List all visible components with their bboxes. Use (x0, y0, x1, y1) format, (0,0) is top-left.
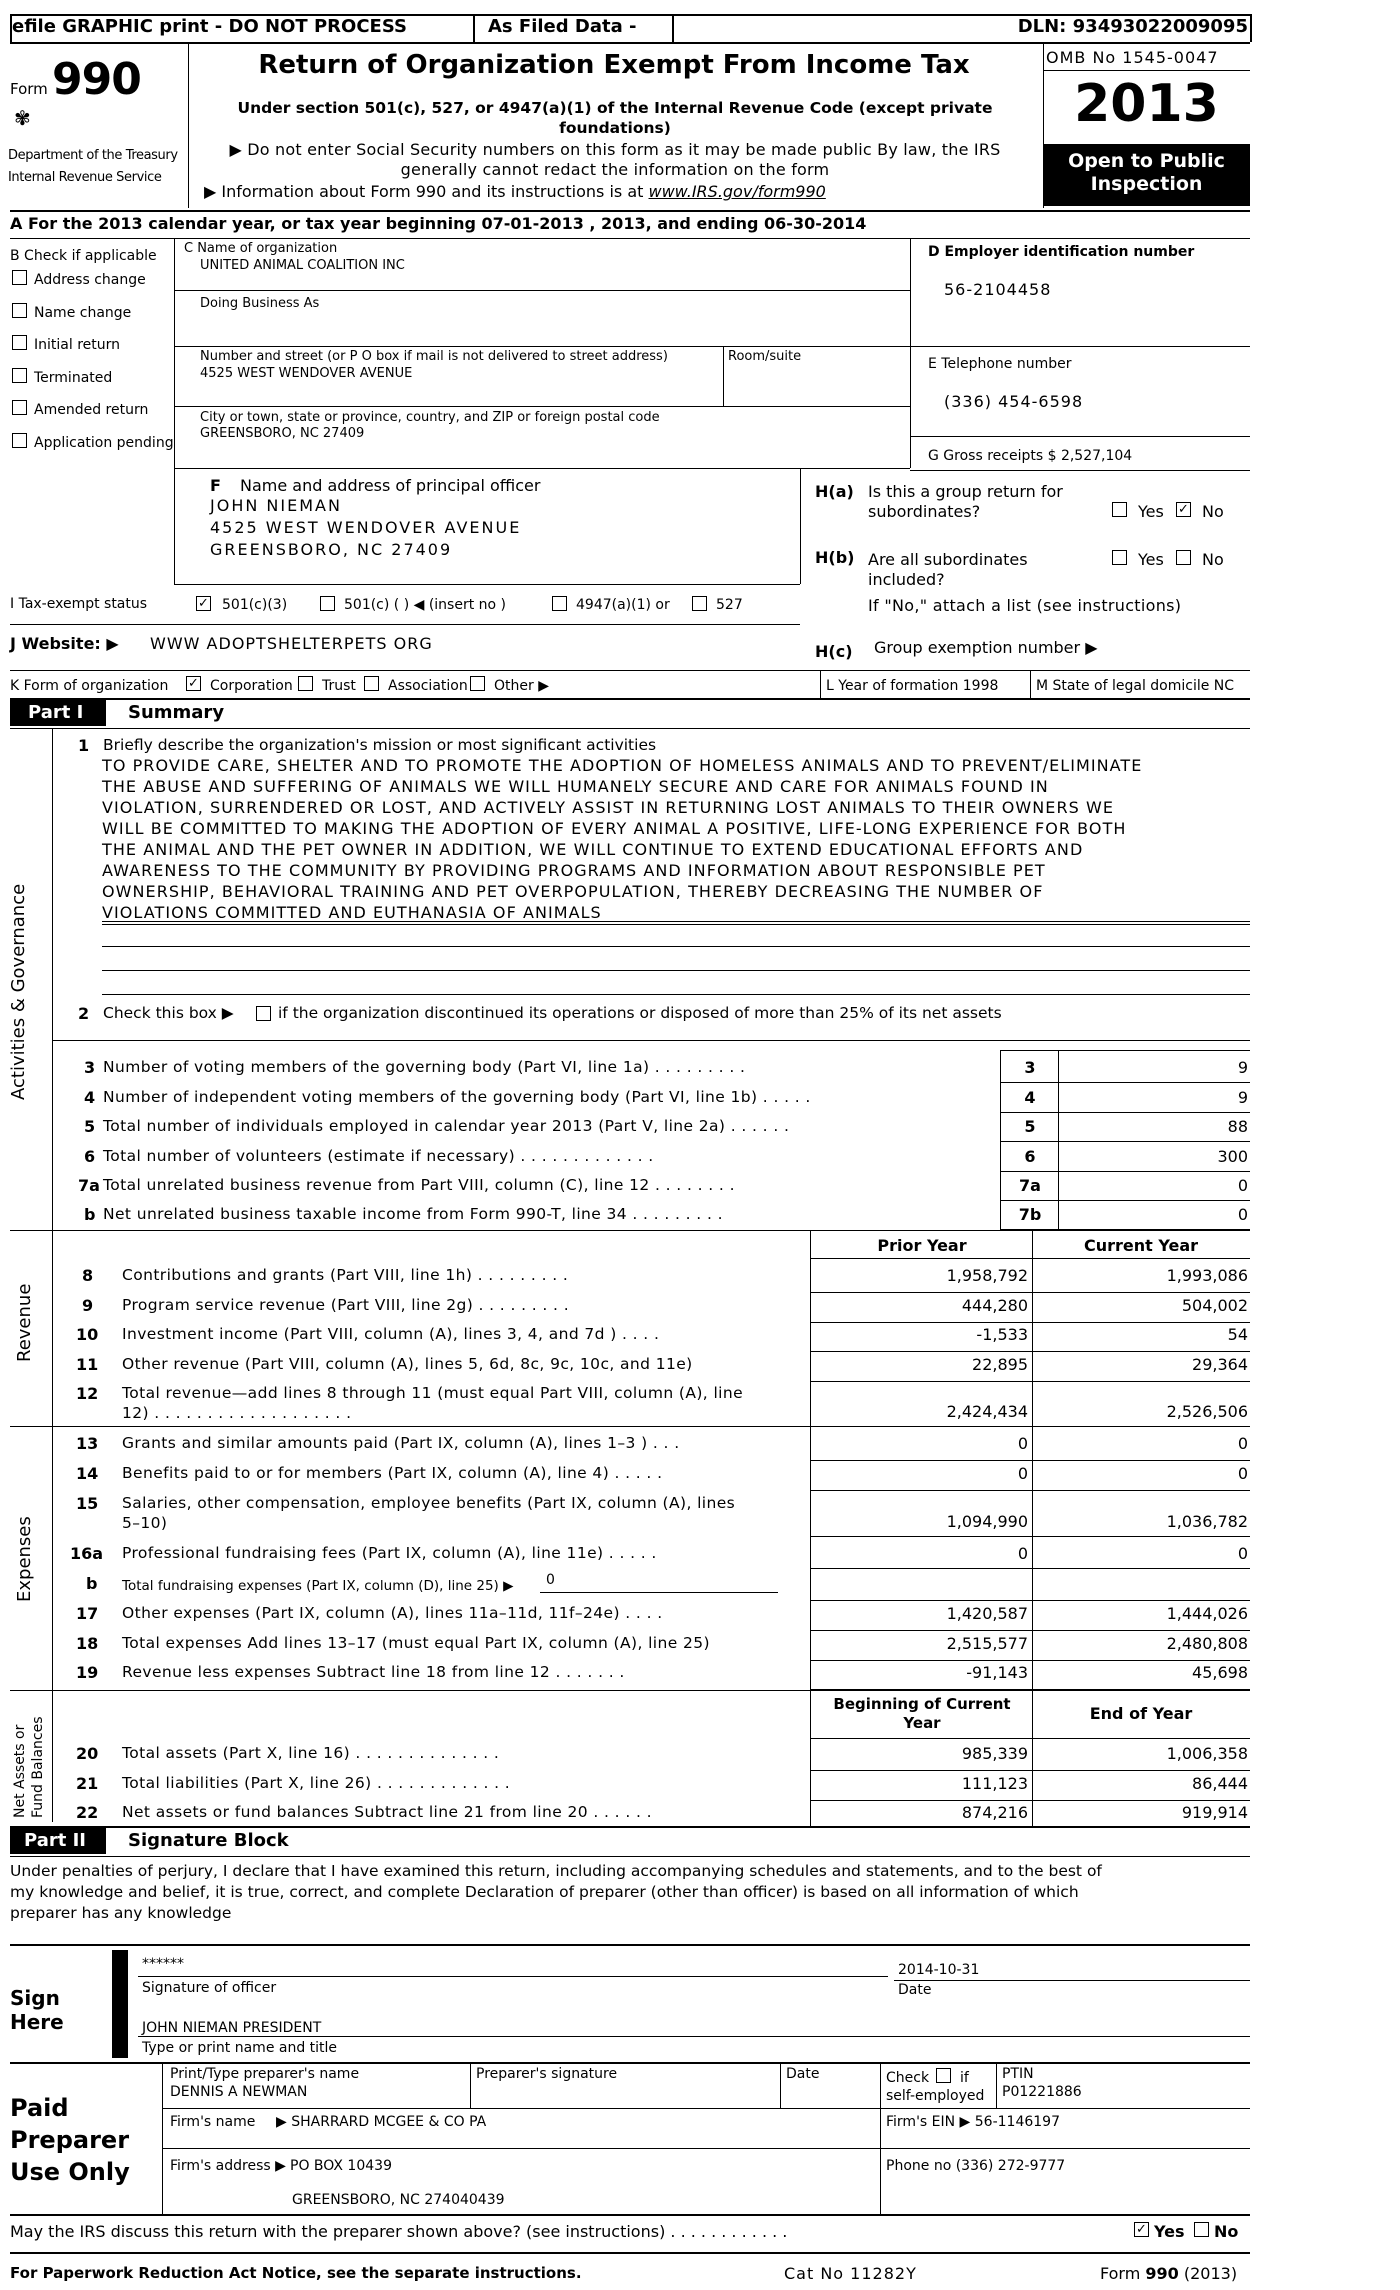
salaries-label-a: Salaries, other compensation, employee benefits (Part IX, column (A), lines (122, 1494, 736, 1512)
fin-line-number: 13 (76, 1434, 99, 1453)
penalty-statement-line: my knowledge and belief, it is true, correct, and complete Declaration of preparer (other than officer) is based on all information of which (10, 1883, 1079, 1901)
info-line: ▶ Information about Form 990 and its instructions is at www.IRS.gov/form990 (204, 182, 826, 201)
org-form-label: K Form of organization (10, 678, 169, 694)
gov-line-number: 7a (78, 1176, 100, 1195)
part-ii-title: Signature Block (128, 1830, 289, 1851)
paid-label: Paid (10, 2094, 69, 2122)
check-if-applicable-title: B Check if applicable (10, 248, 157, 264)
status-501c3-checkbox[interactable]: ✓ (196, 596, 211, 611)
preparer-signature-label[interactable]: Preparer's signature (476, 2066, 618, 2082)
fin-line-number: 22 (76, 1803, 99, 1822)
officer-name-title: JOHN NIEMAN PRESIDENT (142, 2020, 322, 2036)
form-title: Return of Organization Exempt From Income Tax (258, 50, 970, 80)
telephone-label: E Telephone number (928, 356, 1072, 372)
gov-line-label: Number of voting members of the governing body (Part VI, line 1a) . . . . . . . . . (103, 1058, 746, 1076)
ha-label: H(a) (815, 482, 854, 501)
fin-prior-year-value: -91,143 (966, 1663, 1028, 1682)
mission-line: VIOLATIONS COMMITTED AND EUTHANASIA OF ANIMALS (102, 903, 602, 922)
total-revenue-label-b: 12) . . . . . . . . . . . . . . . . . . . (122, 1404, 352, 1422)
firm-address-label: Firm's address ▶ (170, 2158, 286, 2174)
total-fundraising-value: 0 (546, 1572, 555, 1588)
line-2-checkbox[interactable] (256, 1006, 271, 1021)
irs-label: Internal Revenue Service (8, 170, 162, 185)
check-b-checkbox[interactable] (12, 368, 27, 383)
gov-line-label: Total number of volunteers (estimate if necessary) . . . . . . . . . . . . . (103, 1147, 654, 1165)
fin-line-label: Program service revenue (Part VIII, line 2g) . . . . . . . . . (122, 1296, 570, 1314)
gov-line-label: Number of independent voting members of the governing body (Part VI, line 1b) . . . . . (103, 1088, 811, 1106)
side-label-activities: Activities & Governance (8, 883, 29, 1100)
mission-line: AWARENESS TO THE COMMUNITY BY PROVIDING PROGRAMS AND INFORMATION ABOUT RESPONSIBLE PET (102, 861, 1046, 880)
header-strip (10, 14, 1250, 42)
fin-line-label: Revenue less expenses Subtract line 18 from line 12 . . . . . . . (122, 1663, 625, 1681)
salaries-prior: 1,094,990 (946, 1512, 1028, 1531)
gov-line-number: 6 (84, 1147, 96, 1166)
gov-line-label: Net unrelated business taxable income from Form 990-T, line 34 . . . . . . . . . (103, 1205, 723, 1223)
total-fundraising-label: Total fundraising expenses (Part IX, column (D), line 25) ▶ (122, 1578, 514, 1594)
self-employed-checkbox[interactable] (936, 2068, 951, 2083)
hb-no-checkbox[interactable] (1176, 550, 1191, 565)
discuss-no-checkbox[interactable] (1194, 2222, 1209, 2237)
ha-no-label: No (1202, 502, 1224, 521)
officer-f-letter: F (210, 476, 221, 495)
gov-line-number: 5 (84, 1117, 96, 1136)
year-of-formation: L Year of formation 1998 (826, 678, 999, 694)
gov-line-box: 7b (1018, 1205, 1042, 1224)
signature-of-officer-label[interactable]: Signature of officer (142, 1980, 277, 1996)
hb-label: H(b) (815, 548, 855, 567)
fin-line-label: Other expenses (Part IX, column (A), lines 11a–11d, 11f–24e) . . . . (122, 1604, 663, 1622)
firm-name-label: Firm's name (170, 2114, 256, 2130)
col-beginning-year-2: Year (903, 1714, 941, 1732)
preparer-date-label: Date (786, 2066, 820, 2082)
discuss-question: May the IRS discuss this return with the preparer shown above? (see instructions) . . . . . . . . . . . . (10, 2222, 788, 2241)
footer-paperwork-notice: For Paperwork Reduction Act Notice, see the separate instructions. (10, 2264, 582, 2282)
officer-street: 4525 WEST WENDOVER AVENUE (210, 518, 522, 537)
fin-prior-year-value: 985,339 (961, 1744, 1028, 1763)
fin-line-label: Total expenses Add lines 13–17 (must equal Part IX, column (A), line 25) (122, 1634, 710, 1652)
gov-line-number: 4 (84, 1088, 96, 1107)
trust-label: Trust (322, 678, 356, 694)
fin-line-number: 11 (76, 1355, 99, 1374)
fin-current-year-value: 0 (1237, 1464, 1248, 1483)
ha-text2: subordinates? (868, 502, 981, 521)
eagle-icon: ✾ (14, 106, 31, 130)
fin-prior-year-value: -1,533 (976, 1325, 1028, 1344)
corporation-checkbox[interactable]: ✓ (186, 676, 201, 691)
fin-prior-year-value: 22,895 (972, 1355, 1028, 1374)
check-b-label: Amended return (34, 402, 149, 418)
hb-note: If "No," attach a list (see instructions) (868, 596, 1182, 615)
fin-prior-year-value: 111,123 (961, 1774, 1028, 1793)
check-b-label: Name change (34, 304, 132, 321)
side-label-net-assets-b: Fund Balances (30, 1716, 46, 1818)
fin-line-number: 17 (76, 1604, 99, 1623)
fin-line-number: 8 (82, 1266, 94, 1285)
line-a-tax-year: A For the 2013 calendar year, or tax year beginning 07-01-2013 , 2013, and ending 06-30-2014 (10, 214, 867, 233)
tax-year: 2013 (1074, 74, 1219, 134)
gov-line-box: 3 (1024, 1058, 1036, 1077)
penalty-statement-line: Under penalties of perjury, I declare that I have examined this return, including accompanying schedules and statements, and to the best of (10, 1862, 1102, 1880)
check-b-label: Address change (34, 272, 146, 288)
dba-label: Doing Business As (200, 296, 320, 311)
fin-line-number: 15 (76, 1494, 99, 1513)
type-name-title-label: Type or print name and title (142, 2040, 338, 2056)
part-ii-tag: Part II (10, 1828, 106, 1854)
fin-line-label: Benefits paid to or for members (Part IX, column (A), line 4) . . . . . (122, 1464, 663, 1482)
fin-line-label: Other revenue (Part VIII, column (A), lines 5, 6d, 8c, 9c, 10c, and 11e) (122, 1355, 693, 1373)
fin-line-label: Investment income (Part VIII, column (A), lines 3, 4, and 7d ) . . . . (122, 1325, 660, 1343)
gov-line-box: 5 (1024, 1117, 1036, 1136)
discuss-yes-checkbox[interactable]: ✓ (1134, 2222, 1149, 2237)
hb-no-label: No (1202, 550, 1224, 569)
discuss-yes-label: Yes (1154, 2222, 1185, 2241)
part-i-tag: Part I (10, 700, 106, 726)
as-filed-label: As Filed Data - (488, 16, 637, 37)
part-i-title: Summary (128, 702, 225, 723)
check-b-label: Application pending (34, 434, 174, 451)
firm-phone: Phone no (336) 272-9777 (886, 2158, 1066, 2174)
ha-yes-checkbox[interactable] (1112, 502, 1127, 517)
gov-line-value: 300 (1217, 1147, 1248, 1166)
dept-label: Department of the Treasury (8, 148, 178, 163)
fin-line-number: 19 (76, 1663, 99, 1682)
col-current-year: Current Year (1083, 1236, 1199, 1255)
check-b-checkbox[interactable] (12, 335, 27, 350)
mission-line: OWNERSHIP, BEHAVIORAL TRAINING AND PET OVERPOPULATION, THEREBY DECREASING THE NUMBER OF (102, 882, 1044, 901)
check-b-checkbox[interactable] (12, 400, 27, 415)
status-501c-checkbox[interactable] (320, 596, 335, 611)
hc-text: Group exemption number ▶ (874, 638, 1098, 657)
line-2-label-a: Check this box ▶ (103, 1004, 234, 1022)
col-end-of-year: End of Year (1089, 1704, 1193, 1723)
use-only-label: Use Only (10, 2158, 130, 2186)
status-4947-label: 4947(a)(1) or (576, 597, 670, 613)
fin-current-year-value: 504,002 (1181, 1296, 1248, 1315)
sign-here-arrow (112, 1950, 128, 2058)
fin-current-year-value: 86,444 (1192, 1774, 1248, 1793)
check-b-checkbox[interactable] (12, 433, 27, 448)
fin-current-year-value: 45,698 (1192, 1663, 1248, 1682)
gov-line-value: 0 (1237, 1176, 1248, 1195)
fin-line-number: 12 (76, 1384, 99, 1403)
street-address: 4525 WEST WENDOVER AVENUE (200, 366, 413, 381)
fin-current-year-value: 919,914 (1181, 1803, 1248, 1822)
col-prior-year: Prior Year (877, 1236, 967, 1255)
fin-prior-year-value: 2,515,577 (946, 1634, 1028, 1653)
city-address: GREENSBORO, NC 27409 (200, 426, 365, 441)
ptin-label: PTIN (1002, 2066, 1034, 2082)
ssn-notice: ▶ Do not enter Social Security numbers on this form as it may be made public By law, the IRS generally cannot redact the information on the form (229, 140, 1001, 179)
open-to-public-badge: Open to Public Inspection (1043, 144, 1250, 206)
side-label-expenses: Expenses (14, 1516, 35, 1602)
fin-prior-year-value: 0 (1017, 1434, 1028, 1453)
fin-line-number: 9 (82, 1296, 94, 1315)
footer-cat-number: Cat No 11282Y (784, 2264, 917, 2283)
firm-address-1: PO BOX 10439 (290, 2158, 392, 2174)
check-b-checkbox[interactable] (12, 303, 27, 318)
ha-yes-label: Yes (1138, 502, 1164, 521)
efile-label: efile GRAPHIC print - DO NOT PROCESS (12, 16, 407, 37)
gov-line-label: Total number of individuals employed in calendar year 2013 (Part V, line 2a) . . . . . . (103, 1117, 790, 1135)
ptin-value: P01221886 (1002, 2084, 1082, 2100)
side-label-revenue: Revenue (14, 1283, 35, 1362)
fin-current-year-value: 1,444,026 (1166, 1604, 1248, 1623)
fin-line-number: 14 (76, 1464, 99, 1483)
check-b-label: Initial return (34, 337, 120, 353)
officer-label: Name and address of principal officer (240, 476, 541, 495)
side-label-net-assets-a: Net Assets or (12, 1724, 28, 1818)
if-label: if (960, 2070, 969, 2086)
fin-prior-year-value: 874,216 (961, 1803, 1028, 1822)
sign-label: Sign (10, 1986, 60, 2010)
salaries-label-b: 5–10) (122, 1514, 168, 1532)
irs-form990-link[interactable]: www.IRS.gov/form990 (648, 182, 826, 201)
check-b-checkbox[interactable] (12, 270, 27, 285)
fundraising-fees-current: 0 (1237, 1544, 1248, 1563)
line-1-label: Briefly describe the organization's mission or most significant activities (103, 736, 657, 754)
signature-stars: ****** (142, 1956, 184, 1972)
fin-current-year-value: 1,993,086 (1166, 1266, 1248, 1285)
gov-line-label: Total unrelated business revenue from Part VIII, column (C), line 12 . . . . . . . . (103, 1176, 735, 1194)
status-527-label: 527 (716, 597, 743, 613)
fin-line-label: Contributions and grants (Part VIII, line 1h) . . . . . . . . . (122, 1266, 569, 1284)
hb-yes-label: Yes (1138, 550, 1164, 569)
fin-line-label: Net assets or fund balances Subtract line 21 from line 20 . . . . . . (122, 1803, 652, 1821)
fundraising-fees-label: Professional fundraising fees (Part IX, column (A), line 11e) . . . . . (122, 1544, 657, 1562)
penalty-statement-line: preparer has any knowledge (10, 1904, 232, 1922)
here-label: Here (10, 2010, 64, 2034)
website-label: J Website: ▶ (10, 634, 119, 653)
signature-date-label: Date (898, 1982, 932, 1998)
fin-current-year-value: 0 (1237, 1434, 1248, 1453)
mission-line: THE ANIMAL AND THE PET OWNER IN ADDITION, WE WILL CONTINUE TO EXTEND EDUCATIONAL EFFORTS AND (102, 840, 1084, 859)
other-checkbox[interactable] (470, 676, 485, 691)
firm-name: ▶ SHARRARD MCGEE & CO PA (276, 2114, 487, 2130)
ein-label: D Employer identification number (928, 244, 1195, 260)
officer-name: JOHN NIEMAN (210, 496, 342, 515)
association-checkbox[interactable] (364, 676, 379, 691)
form-number: 990 (52, 54, 141, 105)
fin-line-number: 18 (76, 1634, 99, 1653)
association-label: Association (388, 678, 468, 694)
fin-current-year-value: 2,480,808 (1166, 1634, 1248, 1653)
signature-date: 2014-10-31 (898, 1962, 980, 1978)
tax-exempt-status-label: I Tax-exempt status (10, 596, 148, 612)
fin-prior-year-value: 1,958,792 (946, 1266, 1028, 1285)
state-of-domicile: M State of legal domicile NC (1036, 678, 1235, 694)
hb-yes-checkbox[interactable] (1112, 550, 1127, 565)
gov-line-number: 3 (84, 1058, 96, 1077)
dln-label: DLN: 93493022009095 (1017, 16, 1248, 37)
gov-line-box: 4 (1024, 1088, 1036, 1107)
website-value[interactable]: WWW ADOPTSHELTERPETS ORG (150, 634, 433, 653)
org-name: UNITED ANIMAL COALITION INC (200, 258, 405, 273)
fin-line-number: b (86, 1574, 98, 1593)
other-label: Other ▶ (494, 678, 549, 694)
form-subtitle: Under section 501(c), 527, or 4947(a)(1) of the Internal Revenue Code (except private foundations) (237, 99, 993, 137)
total-revenue-label-a: Total revenue—add lines 8 through 11 (must equal Part VIII, column (A), line (122, 1384, 744, 1402)
firm-address-2: GREENSBORO, NC 274040439 (292, 2192, 505, 2208)
ha-text1: Is this a group return for (868, 482, 1063, 501)
gov-line-value: 0 (1237, 1205, 1248, 1224)
fin-prior-year-value: 1,420,587 (946, 1604, 1028, 1623)
check-b-label: Terminated (34, 369, 113, 386)
total-revenue-current: 2,526,506 (1166, 1402, 1248, 1421)
omb-number: OMB No 1545-0047 (1046, 48, 1219, 67)
gov-line-number: b (84, 1205, 96, 1224)
fin-line-number: 21 (76, 1774, 99, 1793)
fin-current-year-value: 1,006,358 (1166, 1744, 1248, 1763)
ein-value: 56-2104458 (944, 280, 1052, 299)
check-label: Check (886, 2070, 930, 2086)
status-501c-label: 501(c) ( ) ◀ (insert no ) (344, 597, 507, 613)
gov-line-box: 6 (1024, 1147, 1036, 1166)
telephone-value: (336) 454-6598 (944, 392, 1084, 411)
hb-text1: Are all subordinates (868, 550, 1028, 569)
col-beginning-year: Beginning of Current (833, 1695, 1011, 1713)
mission-line: WILL BE COMMITTED TO MAKING THE ADOPTION OF EVERY ANIMAL A POSITIVE, LIFE-LONG EXPERIENCE FOR BOTH (102, 819, 1127, 838)
officer-city: GREENSBORO, NC 27409 (210, 540, 453, 559)
footer-form-number: Form 990 (2013) (1100, 2264, 1238, 2283)
gov-line-value: 9 (1237, 1088, 1248, 1107)
fin-line-number: 10 (76, 1325, 99, 1344)
city-label: City or town, state or province, country, and ZIP or foreign postal code (200, 410, 660, 425)
preparer-name-label: Print/Type preparer's name (170, 2066, 360, 2082)
fundraising-fees-prior: 0 (1017, 1544, 1028, 1563)
org-name-label: C Name of organization (184, 241, 338, 256)
ha-no-checkbox[interactable]: ✓ (1176, 502, 1191, 517)
self-employed-label: self-employed (886, 2088, 985, 2104)
salaries-current: 1,036,782 (1166, 1512, 1248, 1531)
fin-current-year-value: 54 (1227, 1325, 1248, 1344)
firm-ein: Firm's EIN ▶ 56-1146197 (886, 2114, 1060, 2130)
corporation-label: Corporation (210, 678, 293, 694)
preparer-label: Preparer (10, 2126, 130, 2154)
street-label: Number and street (or P O box if mail is not delivered to street address) (200, 349, 668, 364)
gross-receipts: G Gross receipts $ 2,527,104 (928, 448, 1133, 464)
line-2-label-b: if the organization discontinued its operations or disposed of more than 25% of its net assets (278, 1004, 1002, 1022)
hc-label: H(c) (815, 642, 853, 661)
fin-line-label: Total liabilities (Part X, line 26) . . . . . . . . . . . . . (122, 1774, 511, 1792)
fin-prior-year-value: 0 (1017, 1464, 1028, 1483)
status-4947-checkbox[interactable] (552, 596, 567, 611)
mission-line: TO PROVIDE CARE, SHELTER AND TO PROMOTE THE ADOPTION OF HOMELESS ANIMALS AND TO PREVENT/ELIMINATE (102, 756, 1143, 775)
trust-checkbox[interactable] (298, 676, 313, 691)
line-1-number: 1 (78, 736, 90, 755)
gov-line-value: 88 (1227, 1117, 1248, 1136)
room-suite-label: Room/suite (728, 349, 802, 364)
hb-text2: included? (868, 570, 945, 589)
fin-line-number: 16a (70, 1544, 104, 1563)
fin-line-number: 20 (76, 1744, 99, 1763)
gov-line-value: 9 (1237, 1058, 1248, 1077)
fin-prior-year-value: 444,280 (961, 1296, 1028, 1315)
status-501c3-label: 501(c)(3) (222, 597, 288, 613)
status-527-checkbox[interactable] (692, 596, 707, 611)
mission-line: VIOLATION, SURRENDERED OR LOST, AND ACTIVELY ASSIST IN RETURNING LOST ANIMALS TO THEIR OWNERS WE (102, 798, 1114, 817)
total-revenue-prior: 2,424,434 (946, 1402, 1028, 1421)
line-2-number: 2 (78, 1004, 90, 1023)
fin-current-year-value: 29,364 (1192, 1355, 1248, 1374)
form-word: Form (10, 80, 48, 98)
discuss-no-label: No (1214, 2222, 1239, 2241)
mission-line: THE ABUSE AND SUFFERING OF ANIMALS WE WILL HUMANELY SECURE AND CARE FOR ANIMALS FOUND IN (102, 777, 1049, 796)
fin-line-label: Grants and similar amounts paid (Part IX, column (A), lines 1–3 ) . . . (122, 1434, 680, 1452)
gov-line-box: 7a (1019, 1176, 1041, 1195)
preparer-name: DENNIS A NEWMAN (170, 2084, 308, 2100)
fin-line-label: Total assets (Part X, line 16) . . . . . . . . . . . . . . (122, 1744, 500, 1762)
